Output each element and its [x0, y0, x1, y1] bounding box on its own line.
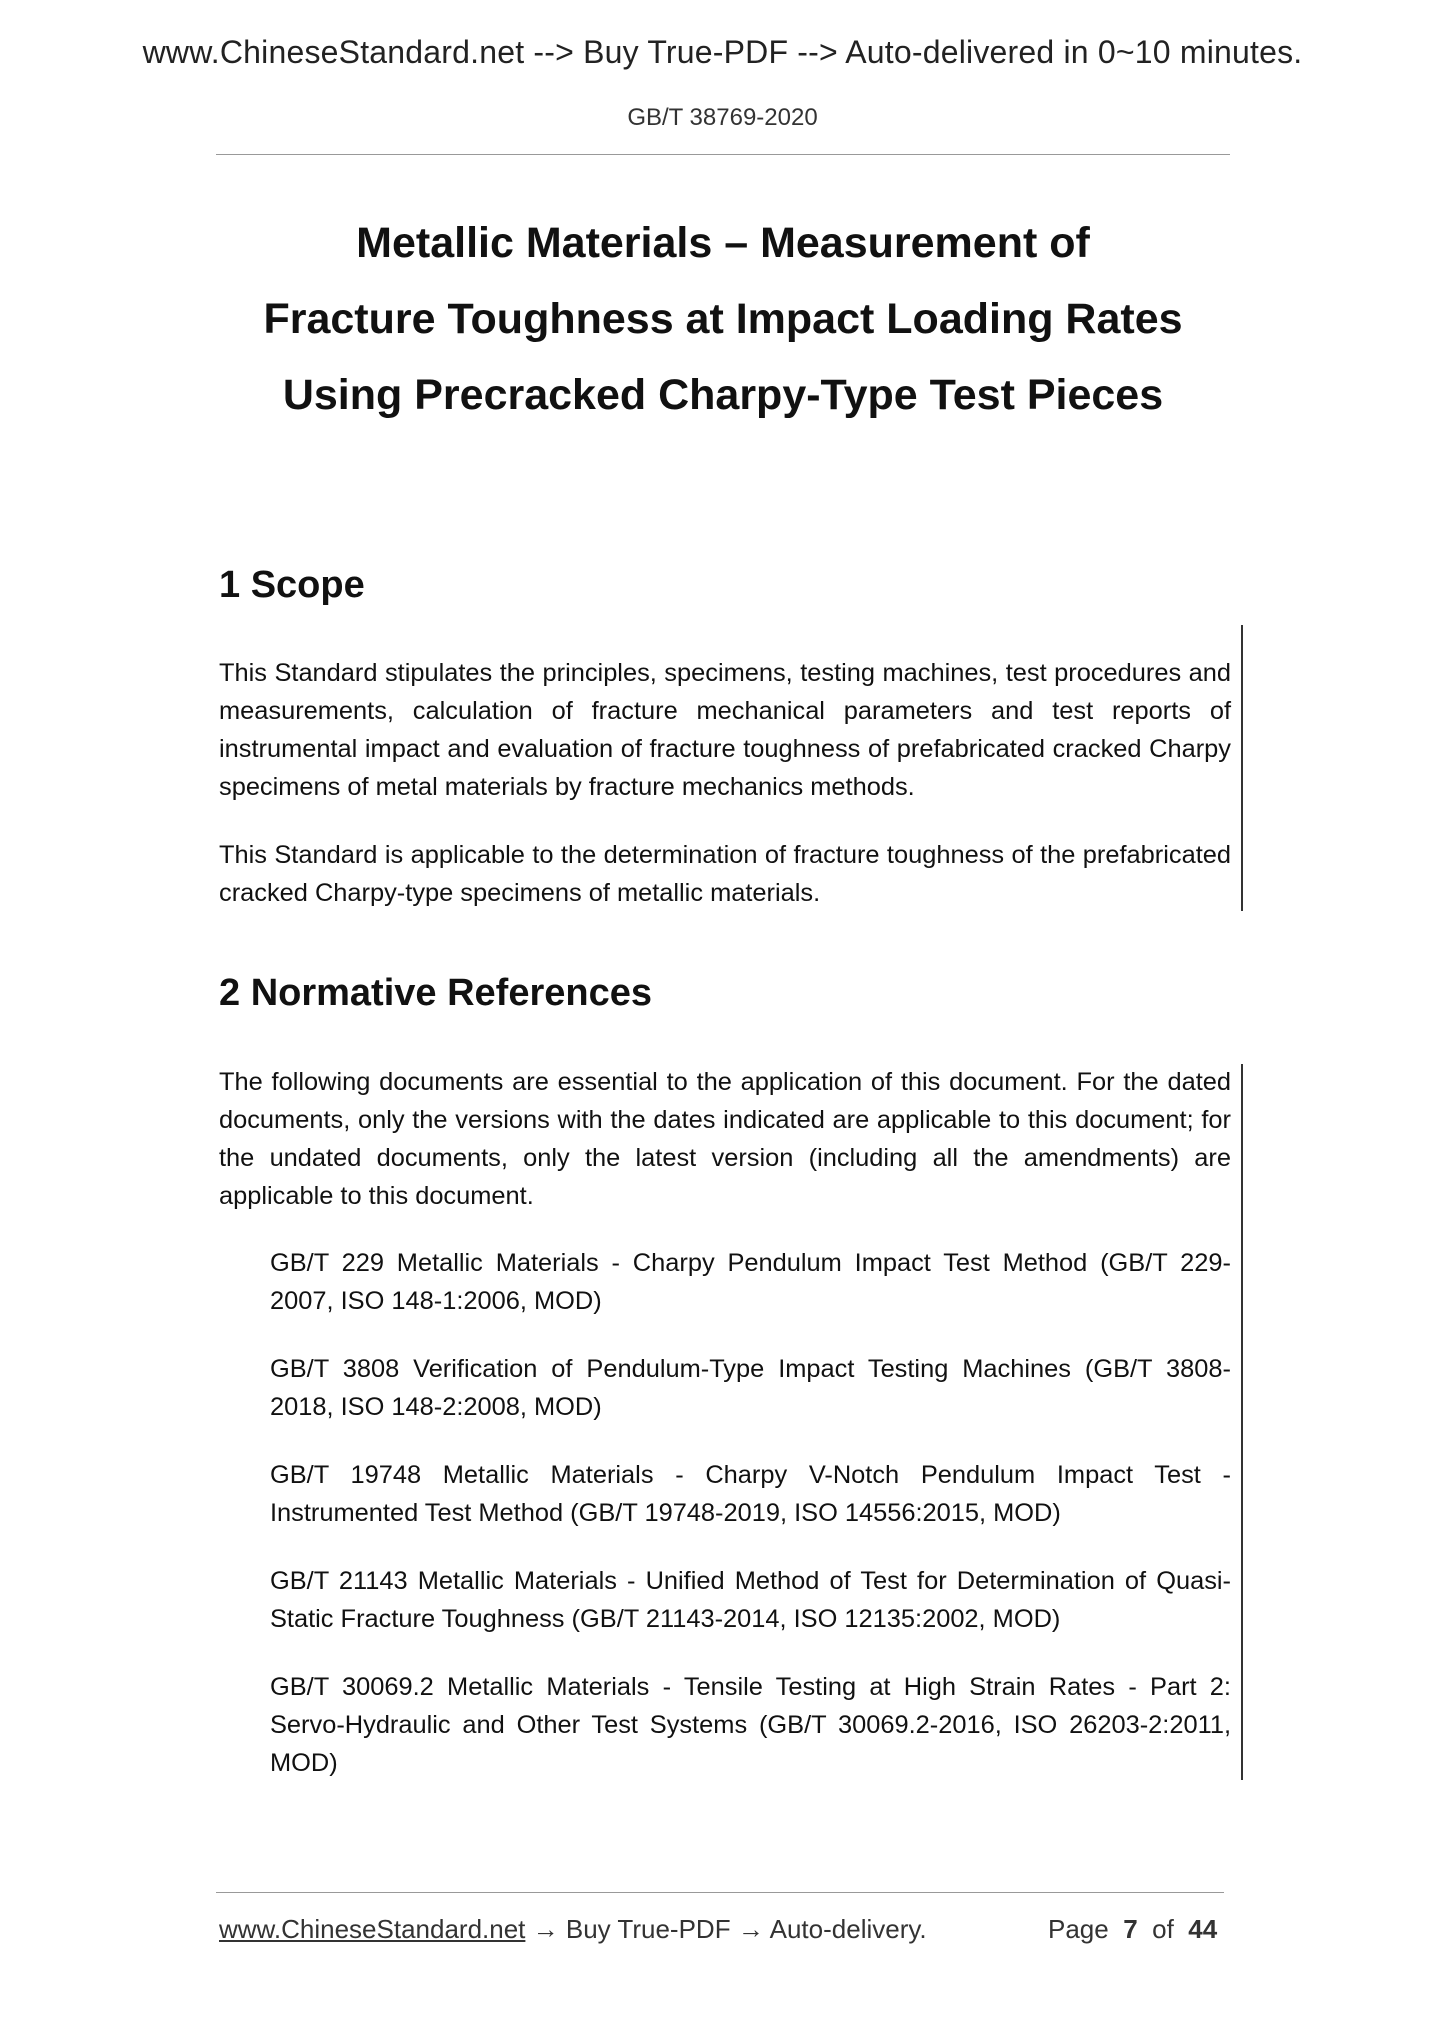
reference-item: GB/T 229 Metallic Materials - Charpy Pendulum Impact Test Method (GB/T 229-2007, ISO 148-1:2006, MOD) [270, 1249, 1231, 1315]
reference-item: GB/T 30069.2 Metallic Materials - Tensile Testing at High Strain Rates - Part 2: Servo-Hydraulic and Other Test Systems (GB/T 30069.2-2016, ISO 26203-2:2011, MOD) [270, 1673, 1231, 1777]
section-heading-scope: 1 Scope [219, 564, 365, 606]
reference-item: GB/T 3808 Verification of Pendulum-Type Impact Testing Machines (GB/T 3808-2018, ISO 148-2:2008, MOD) [270, 1355, 1231, 1421]
references-intro: The following documents are essential to the application of this document. For the dated documents, only the versions with the dates indicated are applicable to this document; for the undated documents, only the latest version (including all the amendments) are applicable to this document. [219, 1068, 1231, 1210]
arrow-icon: → [737, 1914, 764, 1944]
footer-site-link[interactable]: www.ChineseStandard.net [219, 1914, 526, 1944]
page-total: 44 [1188, 1914, 1218, 1944]
change-bar [1241, 1064, 1243, 1780]
document-title [216, 205, 1230, 433]
scope-paragraph-1: This Standard stipulates the principles, specimens, testing machines, test procedures and measurements, calculation of fracture mechanical parameters and test reports of instrumental impact and evaluation of fracture toughness of prefabricated cracked Charpy specimens of metal materials by fracture mechanics methods. [219, 659, 1231, 801]
page-indicator [1048, 1914, 1217, 1945]
reference-item: GB/T 19748 Metallic Materials - Charpy V-Notch Pendulum Impact Test - Instrumented Test Method (GB/T 19748-2019, ISO 14556:2015, MOD) [270, 1461, 1231, 1527]
reference-item: GB/T 21143 Metallic Materials - Unified Method of Test for Determination of Quasi-Static Fracture Toughness (GB/T 21143-2014, ISO 12135:2002, MOD) [270, 1567, 1231, 1633]
page-current: 7 [1123, 1914, 1138, 1944]
header-banner: www.ChineseStandard.net --> Buy True-PDF --> Auto-delivered in 0~10 minutes. [142, 34, 1303, 70]
page-of-label: of [1152, 1914, 1174, 1944]
footer-delivery-text: Auto-delivery. [769, 1914, 927, 1944]
footer-buy-text: Buy True-PDF [565, 1914, 731, 1944]
header-divider [216, 154, 1230, 155]
scope-paragraph-2: This Standard is applicable to the determination of fracture toughness of the prefabricated cracked Charpy-type specimens of metallic materials. [219, 841, 1231, 907]
standard-number: GB/T 38769-2020 [627, 104, 818, 131]
footer-promo [219, 1914, 927, 1945]
title-line-1: Metallic Materials – Measurement of [356, 219, 1090, 267]
title-line-3: Using Precracked Charpy-Type Test Pieces [282, 371, 1164, 419]
change-bar [1241, 625, 1243, 911]
arrow-icon: → [532, 1914, 559, 1944]
title-line-2: Fracture Toughness at Impact Loading Rates [263, 295, 1183, 343]
page-label: Page [1048, 1914, 1109, 1944]
footer-divider [216, 1892, 1224, 1893]
section-heading-normative-references: 2 Normative References [219, 972, 652, 1014]
